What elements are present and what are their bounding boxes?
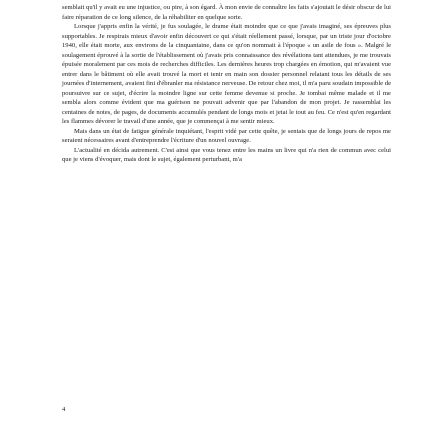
paragraph-4: L'actualité en décida autrement. C'est ainsi que vous tenez entre les mains un livre qui n'a rien de commun avec celui que je viens d'évoquer, mais dont le sujet, également perturbant, m'a [62,146,391,163]
paragraph-2: Lorsque j'appris enfin la vérité, je fus soulagée, le drame était moindre que ce que j'avais imaginé, ses épreuves plus supportables. Je respirais mieux d'avoir enfin découvert ce qui s'était réellement passé, lorsque, par un triste jour d'octobre 1940, elle était morte, aux environs de la cinquantaine, dans ce qu'on nommait à l'époque « un asile de fous ». Malgré le soulagement éprouvé à la sortie de l'établissement où j'avais pris connaissance des révélations tant attendues, je me trouvais épuisée moralement par ces mois de recherches difficiles. Les dernières heures trop chargées en émotion, qui m'avaient vue entrer dans le bâtiment où elle avait trouvé la mort et tenir en main son dossier personnel relatant tous les détails de ses journées d'internement, avaient fini d'ébranler ma résistance nerveuse. De retour chez moi, il m'a paru soudain impossible de poursuivre sur ce sujet, d'écrire la moindre ligne sur cette femme devenue si proche. Je tombai même malade et il me sembla alors comme évident que ma guérison ne pouvait advenir que par l'abandon de mon projet. Je rassemblai les centaines de notes, de pages, de documents accumulés pendant de longs mois et jetai le tout au feu. Ce n'est qu'en regardant les flammes dévorer le travail d'une année, que je commençai à me sentir mieux. [62,23,391,125]
paragraph-1: semblait qu'il y avait eu une injustice, ou pire, à son égard. À mon envie de connaître les faits s'ajoutait le désir obscur de lui faire réparation de ce long silence, de la réhabiliter en quelque sorte. [62,4,391,21]
paragraph-3: Mais dans un état de fatigue générale inquiétant, l'esprit vidé par cette quête, je sentais que de longs jours de repos me seraient nécessaires avant d'entreprendre l'écriture d'un nouvel ouvrage. [62,127,391,144]
body-text [62,3,391,165]
page-number: 4 [62,406,66,413]
